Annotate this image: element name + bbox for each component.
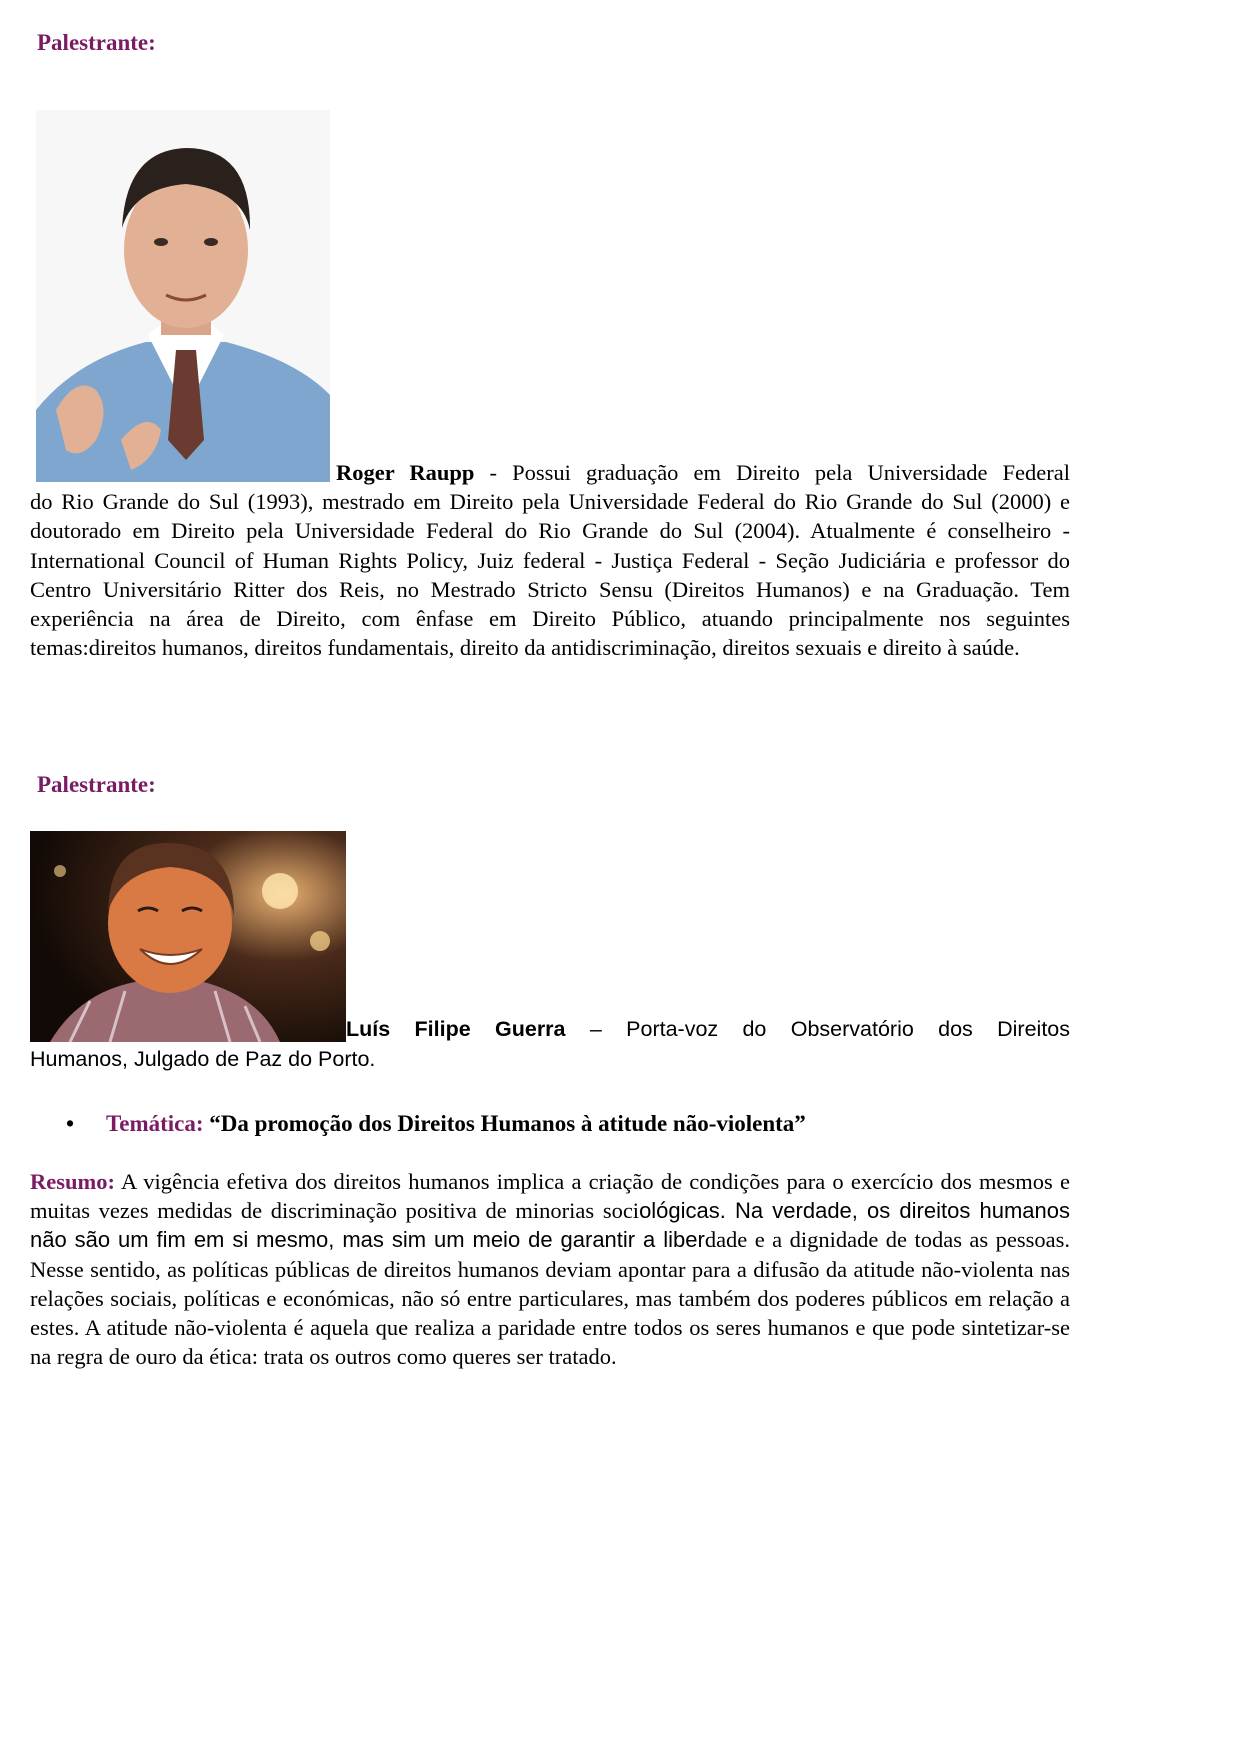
speaker-1-bio-rest: do Rio Grande do Sul (1993), mestrado em Direito pela Universidade Federal do Rio Grande do Sul (2000) e doutorado em Direito pela Universidade Federal do Rio Grande do Sul (2004). Atualmente é conselheiro - International Council of Human Rights Policy, Juiz federal - Justiça Federal - Seção Judiciária e professor do Centro Universitário Ritter dos Reis, no Mestrado Stricto Sensu (Direitos Humanos) e na Graduação. Tem experiência na área de Direito, com ênfase em Direito Público, atuando principalmente nos seguintes temas:direitos humanos, direitos fundamentais, direito da antidiscriminação, direitos sexuais e direito à saúde.: [30, 489, 1070, 661]
resumo-text-3: dade e a dignidade de todas as pessoas. Nesse sentido, as políticas públicas de direitos humanos deviam apontar para a difusão da atitude não-violenta nas relações sociais, políticas e económicas, não só entre particulares, mas também dos poderes públicos em relação a estes. A atitude não-violenta é aquela que realiza a paridade entre todos os seres humanos e que pode sintetizar-se na regra de ouro da ética: trata os outros como queres ser tratado.: [30, 1227, 1070, 1370]
separator: -: [474, 460, 513, 485]
speaker-photo-luis-filipe-guerra: [30, 831, 346, 1042]
speaker-2-name: Luís Filipe Guerra: [346, 1017, 566, 1041]
resumo-text-2: ológicas. Na verdade, os direitos humanos não são um fim em si mesmo, mas sim um meio de garantir a liber: [30, 1198, 1070, 1253]
speaker-1-bio-line1: Possui graduação em Direito pela Universidade Federal: [512, 460, 1070, 485]
speaker-1-bio: [30, 458, 1070, 662]
portrait-illustration: [30, 831, 346, 1042]
portrait-illustration: [36, 110, 330, 482]
bullet-icon: •: [66, 1111, 75, 1136]
separator: –: [565, 1017, 627, 1041]
speaker-2-bio: [30, 1015, 1070, 1074]
speaker-1-name: Roger Raupp: [336, 460, 475, 485]
tematica-label: Temática:: [106, 1111, 204, 1136]
speaker-2-bio-line2: Humanos, Julgado de Paz do Porto.: [30, 1047, 376, 1072]
speaker-2-bio-line1: Porta-voz do Observatório dos Direitos: [626, 1017, 1071, 1041]
tematica-title: “Da promoção dos Direitos Humanos à atitude não-violenta”: [209, 1111, 806, 1136]
resumo-label: Resumo:: [30, 1169, 115, 1194]
resumo-text-1: A vigência efetiva dos direitos humanos implica a criação de condições para o exercício dos mesmos e muitas vezes medidas de discriminação positiva de minorias soci: [30, 1169, 1070, 1224]
resumo-paragraph: [30, 1167, 1070, 1371]
tematica-bullet: [66, 1111, 806, 1137]
section-heading-speaker-1: Palestrante:: [37, 30, 156, 55]
section-heading-speaker-2: Palestrante:: [37, 772, 156, 797]
speaker-photo-roger-raupp: [36, 110, 330, 482]
